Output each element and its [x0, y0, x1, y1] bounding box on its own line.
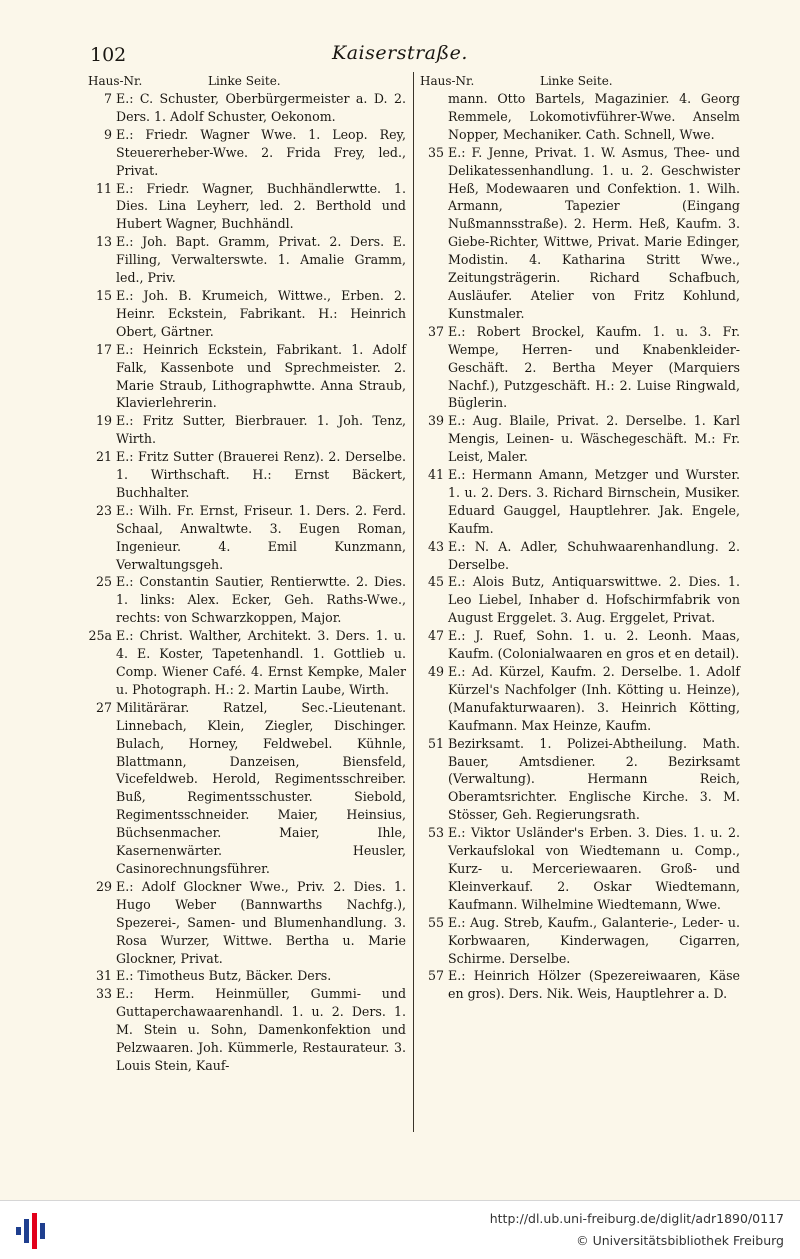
right-column — [420, 72, 740, 1003]
column-divider — [413, 72, 414, 1132]
permalink-url[interactable]: http://dl.ub.uni-freiburg.de/diglit/adr1890/0117 — [489, 1211, 784, 1226]
house-number: 55 — [427, 914, 444, 930]
house-number: 19 — [95, 413, 112, 429]
entry-text: E.: F. Jenne, Privat. 1. W. Asmus, Thee- und Delikatessenhandlung. 1. u. 2. Geschwister Heß, Modewaaren und Confektion. 1. Wilh. Armann, Tapezier (Eingang Nußmannsstraße). 2. Herm. Heß, Kaufm. 3. Giebe-Richter, Wittwe, Privat. Marie Edinger, Modistin. 4. Katharina Stritt Wwe., Zeitungsträgerin. Richard Schafbuch, Ausläufer. Atelier von Fritz Kohlund, Kunstmaler. — [448, 144, 740, 321]
street-side-header: Linke Seite. — [540, 74, 613, 88]
page-number: 102 — [90, 44, 127, 66]
entry-text: E.: Viktor Usländer's Erben. 3. Dies. 1. u. 2. Verkaufslokal von Wiedtemann u. Comp., Kurz- u. Merceriewaaren. Groß- und Kleinverkauf. 2. Oskar Wiedtemann, Kaufmann. Wilhelmine Wiedtemann, Wwe. — [448, 825, 740, 912]
house-number: 35 — [427, 144, 444, 160]
entry-text: E.: Christ. Walther, Architekt. 3. Ders. 1. u. 4. E. Koster, Tapetenhandl. 1. Gottlieb u. Comp. Wiener Café. 4. Ernst Kempke, Maler u. Photograph. H.: 2. Martin Laube, Wirth. — [116, 628, 406, 697]
address-entry — [88, 502, 406, 574]
column-header — [88, 72, 406, 90]
page-title: Kaiserstraße. — [332, 42, 468, 64]
entry-text: E.: Herm. Heinmüller, Gummi- und Guttaperchawaarenhandl. 1. u. 2. Ders. 1. M. Stein u. Sohn, Damenkonfektion und Pelzwaaren. Joh. Kümmerle, Restaurateur. 3. Louis Stein, Kauf- — [116, 986, 406, 1073]
entry-text: E.: Fritz Sutter (Brauerei Renz). 2. Derselbe. 1. Wirthschaft. H.: Ernst Bäckert, Buchhalter. — [116, 449, 406, 500]
entry-text: E.: Heinrich Hölzer (Spezereiwaaren, Käse en gros). Ders. Nik. Weis, Hauptlehrer a. D. — [448, 968, 740, 1002]
house-number: 25a — [88, 628, 112, 644]
house-number: 45 — [427, 574, 444, 590]
address-entry — [88, 180, 406, 234]
entry-text: Bezirksamt. 1. Polizei-Abtheilung. Math. Bauer, Amtsdiener. 2. Bezirksamt (Verwaltung). Hermann Reich, Oberamtsrichter. Englische Kirche. 3. M. Stösser, Geh. Regierungsrath. — [448, 735, 740, 823]
address-entry — [420, 663, 740, 735]
address-entry — [88, 341, 406, 413]
house-number: 37 — [427, 323, 444, 339]
house-number: 39 — [427, 413, 444, 429]
viewer-footer — [0, 1200, 800, 1259]
address-entry — [88, 967, 406, 985]
house-number: 21 — [95, 449, 112, 465]
entry-text: E.: Timotheus Butz, Bäcker. Ders. — [116, 968, 332, 984]
house-number: 41 — [427, 467, 444, 483]
house-number: 23 — [95, 502, 112, 518]
address-entry — [88, 573, 406, 627]
left-column — [88, 72, 406, 1075]
address-entry — [420, 466, 740, 538]
address-entry — [88, 287, 406, 341]
address-entry — [88, 448, 406, 502]
continued-entry — [420, 90, 740, 144]
entry-text: E.: Friedr. Wagner, Buchhändlerwtte. 1. Dies. Lina Leyherr, led. 2. Berthold und Hubert Wagner, Buchhändl. — [116, 180, 406, 232]
address-entry — [88, 627, 406, 699]
copyright-notice: © Universitätsbibliothek Freiburg — [576, 1233, 784, 1248]
house-number: 57 — [427, 968, 444, 984]
address-entry — [88, 699, 406, 878]
house-number: 47 — [427, 628, 444, 644]
entry-text: E.: J. Ruef, Sohn. 1. u. 2. Leonh. Maas, Kaufm. (Colonialwaaren en gros et en detail). — [448, 628, 740, 662]
house-number: 29 — [95, 878, 112, 894]
column-header — [420, 72, 740, 90]
entry-text: E.: Adolf Glockner Wwe., Priv. 2. Dies. 1. Hugo Weber (Bannwarths Nachfg.), Spezerei-, Samen- und Blumenhandlung. 3. Rosa Wurzer, Wittwe. Bertha u. Marie Glockner, Privat. — [116, 878, 406, 966]
house-number: 15 — [95, 287, 112, 303]
house-number: 43 — [427, 538, 444, 554]
address-entry — [420, 538, 740, 574]
house-number: 33 — [95, 986, 112, 1002]
entry-text: E.: Fritz Sutter, Bierbrauer. 1. Joh. Tenz, Wirth. — [116, 413, 406, 447]
house-number-header: Haus-Nr. — [420, 74, 475, 88]
address-entry — [420, 967, 740, 1003]
house-number: 53 — [427, 825, 444, 841]
address-entry — [420, 323, 740, 413]
entry-text: mann. Otto Bartels, Magazinier. 4. Georg Remmele, Lokomotivführer-Wwe. Anselm Nopper, Mechaniker. Cath. Schnell, Wwe. — [448, 91, 740, 142]
entry-text: E.: Heinrich Eckstein, Fabrikant. 1. Adolf Falk, Kassenbote und Sprechmeister. 2. Marie Straub, Lithographwtte. Anna Straub, Klavierlehrerin. — [116, 341, 406, 411]
house-number: 7 — [103, 91, 112, 106]
entry-text: E.: Alois Butz, Antiquarswittwe. 2. Dies. 1. Leo Liebel, Inhaber d. Hofschirmfabrik von August Erggelet. 3. Aug. Erggelet, Privat. — [448, 574, 740, 626]
address-entry — [420, 144, 740, 323]
entry-text: E.: Joh. B. Krumeich, Wittwe., Erben. 2. Heinr. Eckstein, Fabrikant. H.: Heinrich Obert, Gärtner. — [116, 287, 406, 339]
address-entry — [420, 824, 740, 914]
address-entry — [420, 627, 740, 663]
street-side-header: Linke Seite. — [208, 74, 281, 88]
house-number: 13 — [95, 234, 112, 250]
address-entry — [88, 90, 406, 126]
entry-list — [420, 144, 740, 1004]
entry-list — [88, 90, 406, 1075]
address-entry — [420, 412, 740, 466]
entry-text: E.: C. Schuster, Oberbürgermeister a. D. 2. Ders. 1. Adolf Schuster, Oekonom. — [116, 91, 406, 124]
address-entry — [88, 878, 406, 968]
entry-text: E.: Robert Brockel, Kaufm. 1. u. 3. Fr. Wempe, Herren- und Knabenkleider-Geschäft. 2. Bertha Meyer (Marquiers Nachf.), Putzgeschäft. H.: 2. Luise Ringwald, Büglerin. — [448, 323, 740, 411]
house-number-header: Haus-Nr. — [88, 74, 143, 88]
entry-text: E.: Hermann Amann, Metzger und Wurster. 1. u. 2. Ders. 3. Richard Birnschein, Musiker. Eduard Gauggel, Hauptlehrer. Jak. Engele, Kaufm. — [448, 467, 740, 536]
address-entry — [420, 914, 740, 968]
address-entry — [88, 412, 406, 448]
address-entry — [420, 735, 740, 825]
house-number: 27 — [95, 699, 112, 715]
entry-text: Militärärar. Ratzel, Sec.-Lieutenant. Linnebach, Klein, Ziegler, Dischinger. Bulach, Horney, Feldwebel. Kühnle, Blattmann, Danzeisen, Biensfeld, Vicefeldweb. Herold, Regimentsschreiber. Buß, Regimentsschuster. Siebold, Regimentsschneider. Maier, Heinsius, Büchsenmacher. Maier, Ihle, Kasernenwärter. Heusler, Casinorechnungsführer. — [116, 699, 406, 876]
entry-text: E.: Wilh. Fr. Ernst, Friseur. 1. Ders. 2. Ferd. Schaal, Anwaltwte. 3. Eugen Roman, Ingenieur. 4. Emil Kunzmann, Verwaltungsgeh. — [116, 502, 406, 572]
entry-text: E.: Joh. Bapt. Gramm, Privat. 2. Ders. E. Filling, Verwalterswte. 1. Amalie Gramm, led., Priv. — [116, 234, 406, 286]
address-entry — [88, 126, 406, 180]
entry-text: E.: N. A. Adler, Schuhwaarenhandlung. 2. Derselbe. — [448, 538, 740, 572]
house-number: 49 — [427, 664, 444, 679]
ub-freiburg-logo-icon — [16, 1213, 48, 1249]
house-number: 17 — [95, 341, 112, 357]
address-entry — [420, 573, 740, 627]
house-number: 31 — [95, 968, 112, 984]
entry-text: E.: Ad. Kürzel, Kaufm. 2. Derselbe. 1. Adolf Kürzel's Nachfolger (Inh. Kötting u. Heinze), (Manufakturwaaren). 3. Heinrich Kötting, Kaufmann. Max Heinze, Kaufm. — [448, 664, 740, 733]
address-entry — [88, 985, 406, 1075]
entry-text: E.: Aug. Streb, Kaufm., Galanterie-, Leder- u. Korbwaaren, Kinderwagen, Cigarren, Schirme. Derselbe. — [448, 914, 740, 966]
house-number: 25 — [95, 574, 112, 590]
address-entry — [88, 233, 406, 287]
entry-text: E.: Aug. Blaile, Privat. 2. Derselbe. 1. Karl Mengis, Leinen- u. Wäschegeschäft. M.: Fr. Leist, Maler. — [448, 413, 740, 465]
house-number: 51 — [427, 735, 444, 751]
entry-text: E.: Constantin Sautier, Rentierwtte. 2. Dies. 1. links: Alex. Ecker, Geh. Raths-Wwe., rechts: von Schwarzkoppen, Major. — [116, 574, 406, 626]
entry-text: E.: Friedr. Wagner Wwe. 1. Leop. Rey, Steuererheber-Wwe. 2. Frida Frey, led., Privat. — [116, 126, 406, 178]
house-number: 9 — [103, 126, 112, 142]
house-number: 11 — [95, 180, 112, 196]
